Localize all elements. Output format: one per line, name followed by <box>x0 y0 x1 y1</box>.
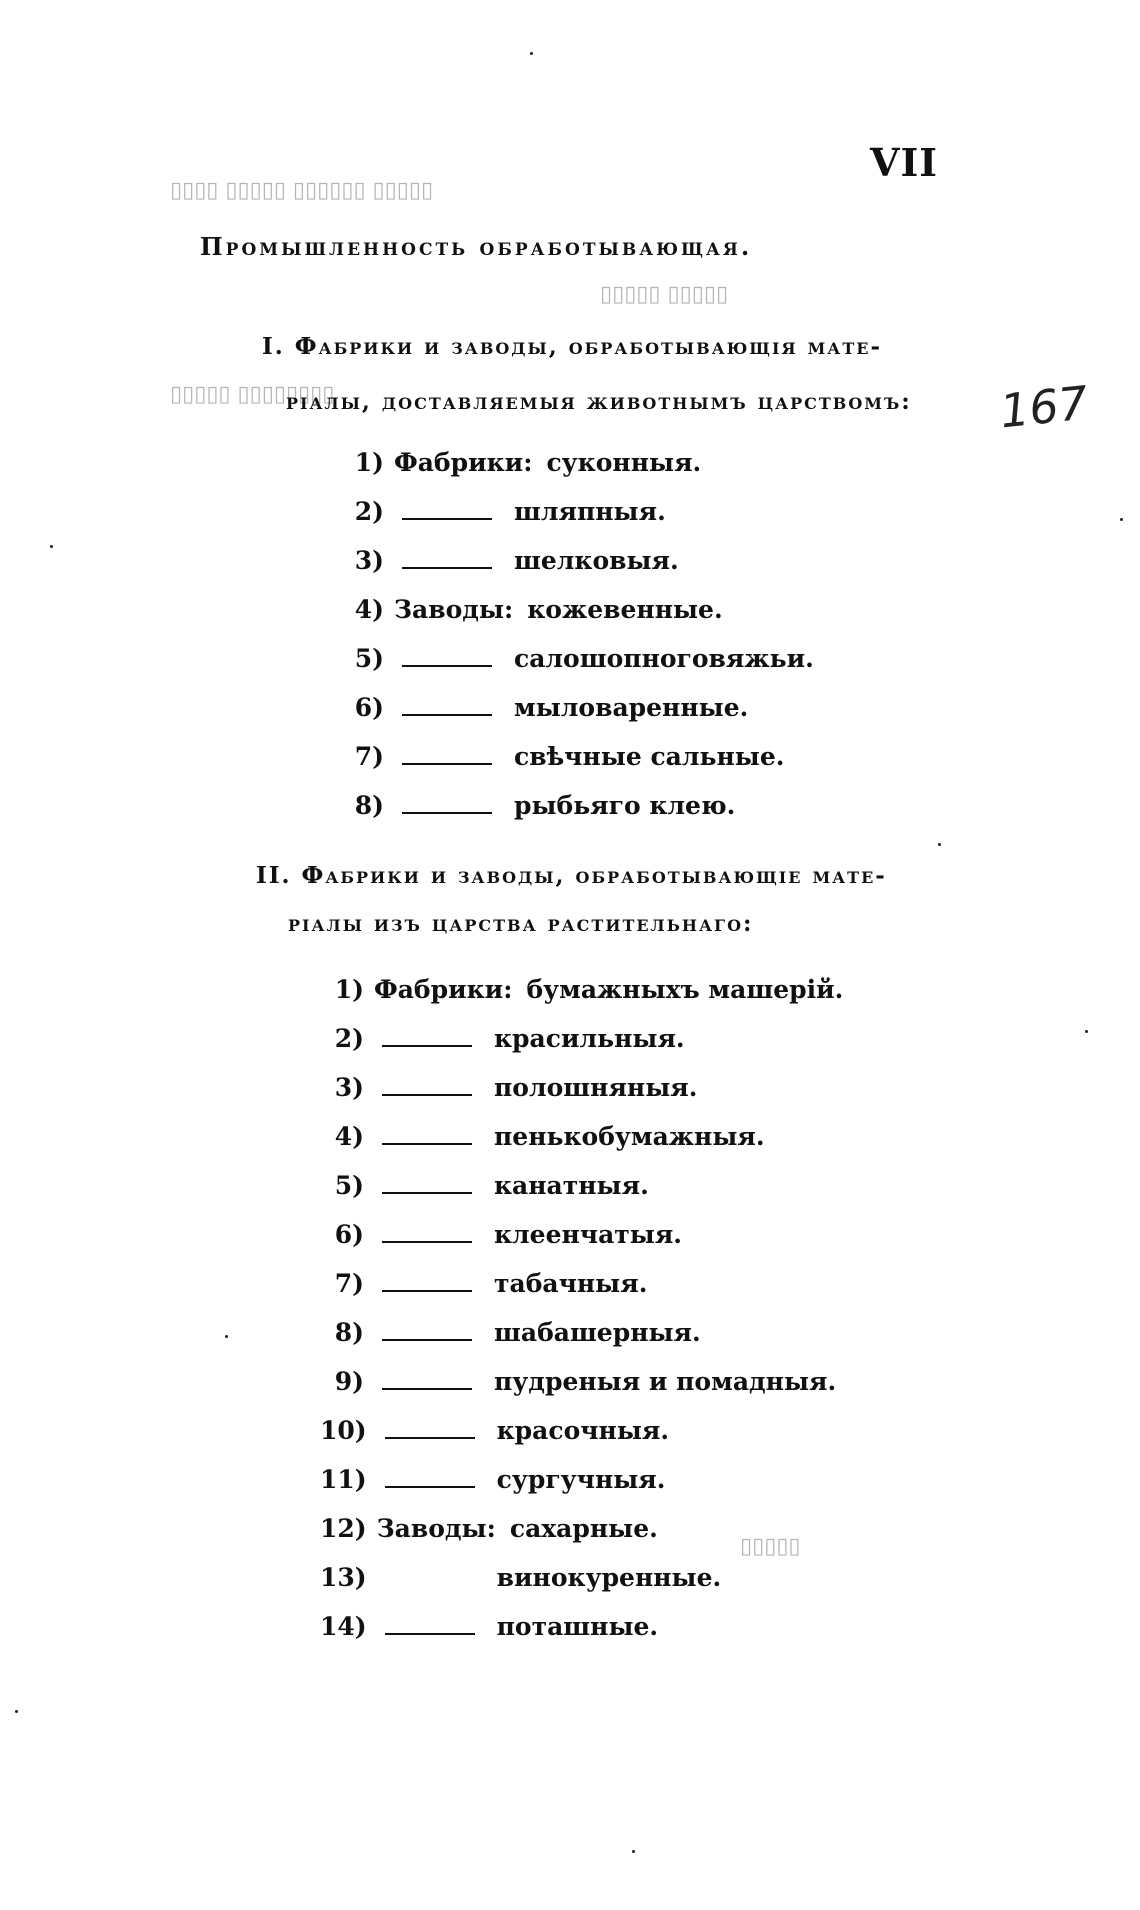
item-number: 10) <box>320 1416 367 1445</box>
item-label: Фабрики: <box>374 975 513 1004</box>
page-number: VII <box>870 140 939 185</box>
list-item <box>340 546 679 576</box>
ditto-dash <box>402 518 492 520</box>
item-name: пудреныя и помадныя. <box>494 1367 837 1396</box>
item-name: клеенчатыя. <box>494 1220 683 1249</box>
bleed-through-text: ▯▯▯▯▯ ▯▯▯▯▯ <box>600 282 729 307</box>
item-name: шляпныя. <box>514 497 666 526</box>
ditto-dash <box>385 1633 475 1635</box>
item-number: 3) <box>354 546 384 575</box>
ditto-dash <box>385 1486 475 1488</box>
item-name: табачныя. <box>494 1269 648 1298</box>
list-item <box>320 975 843 1004</box>
bleed-through-text: ▯▯▯▯▯ ▯▯▯▯▯▯ ▯▯▯▯▯ ▯▯▯▯ <box>170 178 434 203</box>
ditto-dash <box>402 714 492 716</box>
list-item <box>320 1612 658 1642</box>
bleed-through-text: ▯▯▯▯▯▯▯▯ ▯▯▯▯▯ <box>170 382 335 407</box>
item-name: мыловаренные. <box>514 693 749 722</box>
section1-heading-line1: I. Фабрики и заводы, обработывающія мате- <box>262 333 882 360</box>
item-number: 7) <box>354 742 384 771</box>
item-name: поташные. <box>496 1612 659 1641</box>
item-number: 2) <box>334 1024 364 1053</box>
list-item <box>320 1122 765 1152</box>
scan-speck <box>225 1335 228 1338</box>
item-name: бумажныхъ машерій. <box>526 975 844 1004</box>
list-item <box>320 1367 836 1397</box>
item-number: 9) <box>334 1367 364 1396</box>
ditto-dash <box>382 1339 472 1341</box>
item-number: 1) <box>354 448 384 477</box>
section1-heading-line2: ріалы, доставляемыя животнымъ царствомъ: <box>286 388 912 415</box>
ditto-dash <box>382 1094 472 1096</box>
scan-speck <box>1085 1030 1088 1033</box>
item-name: суконныя. <box>546 448 702 477</box>
item-name: сахарные. <box>509 1514 658 1543</box>
item-number: 6) <box>334 1220 364 1249</box>
main-heading: Промышленность обработывающая. <box>200 232 753 261</box>
scan-speck <box>530 52 533 55</box>
item-name: винокуренные. <box>496 1563 722 1592</box>
item-name: шелковыя. <box>514 546 679 575</box>
list-item <box>340 595 723 624</box>
ditto-dash <box>402 763 492 765</box>
list-item <box>320 1171 649 1201</box>
scan-speck <box>1120 518 1123 521</box>
item-name: красочныя. <box>496 1416 670 1445</box>
item-name: рыбьяго клею. <box>514 791 736 820</box>
item-name: свѣчные сальные. <box>514 742 785 771</box>
item-name: красильныя. <box>494 1024 685 1053</box>
ditto-dash <box>382 1388 472 1390</box>
item-name: сургучныя. <box>496 1465 666 1494</box>
item-name: пенькобумажныя. <box>494 1122 765 1151</box>
scan-speck <box>50 545 53 548</box>
item-number: 3) <box>334 1073 364 1102</box>
ditto-dash <box>385 1584 475 1586</box>
ditto-dash <box>382 1290 472 1292</box>
ditto-dash <box>382 1045 472 1047</box>
list-item <box>340 742 784 772</box>
item-number: 13) <box>320 1563 367 1592</box>
item-name: кожевенные. <box>527 595 723 624</box>
list-item <box>340 448 701 477</box>
list-item <box>320 1563 721 1593</box>
ditto-dash <box>402 567 492 569</box>
list-item <box>320 1514 658 1543</box>
item-number: 14) <box>320 1612 367 1641</box>
item-number: 12) <box>320 1514 367 1543</box>
item-name: салошопноговяжьи. <box>514 644 814 673</box>
item-number: 7) <box>334 1269 364 1298</box>
list-item <box>320 1269 647 1299</box>
list-item <box>320 1318 701 1348</box>
item-number: 5) <box>334 1171 364 1200</box>
ditto-dash <box>385 1437 475 1439</box>
list-item <box>340 644 814 674</box>
item-number: 5) <box>354 644 384 673</box>
list-item <box>320 1024 685 1054</box>
list-item <box>340 693 748 723</box>
scan-speck <box>632 1850 635 1853</box>
section2-heading-line2: ріалы изъ царства растительнаго: <box>288 910 754 937</box>
handwritten-margin-note: 167 <box>997 375 1091 439</box>
item-name: полошняныя. <box>494 1073 698 1102</box>
scan-speck <box>938 843 941 846</box>
section2-heading-line1: II. Фабрики и заводы, обработывающіе мате- <box>256 862 887 889</box>
item-number: 1) <box>334 975 364 1004</box>
list-item <box>340 791 735 821</box>
ditto-dash <box>402 812 492 814</box>
item-label: Фабрики: <box>394 448 533 477</box>
bleed-through-text: ▯▯▯▯▯ <box>740 1534 801 1559</box>
list-item <box>320 1220 682 1250</box>
item-number: 11) <box>320 1465 367 1494</box>
item-name: шабашерныя. <box>494 1318 701 1347</box>
item-label: Заводы: <box>376 1514 496 1543</box>
ditto-dash <box>402 665 492 667</box>
item-number: 4) <box>354 595 384 624</box>
item-number: 8) <box>354 791 384 820</box>
list-item <box>320 1465 666 1495</box>
item-number: 2) <box>354 497 384 526</box>
list-item <box>320 1073 697 1103</box>
item-number: 6) <box>354 693 384 722</box>
ditto-dash <box>382 1192 472 1194</box>
ditto-dash <box>382 1143 472 1145</box>
scan-speck <box>15 1710 18 1713</box>
item-name: канатныя. <box>494 1171 649 1200</box>
ditto-dash <box>382 1241 472 1243</box>
item-number: 4) <box>334 1122 364 1151</box>
list-item <box>320 1416 669 1446</box>
list-item <box>340 497 666 527</box>
item-number: 8) <box>334 1318 364 1347</box>
item-label: Заводы: <box>394 595 514 624</box>
